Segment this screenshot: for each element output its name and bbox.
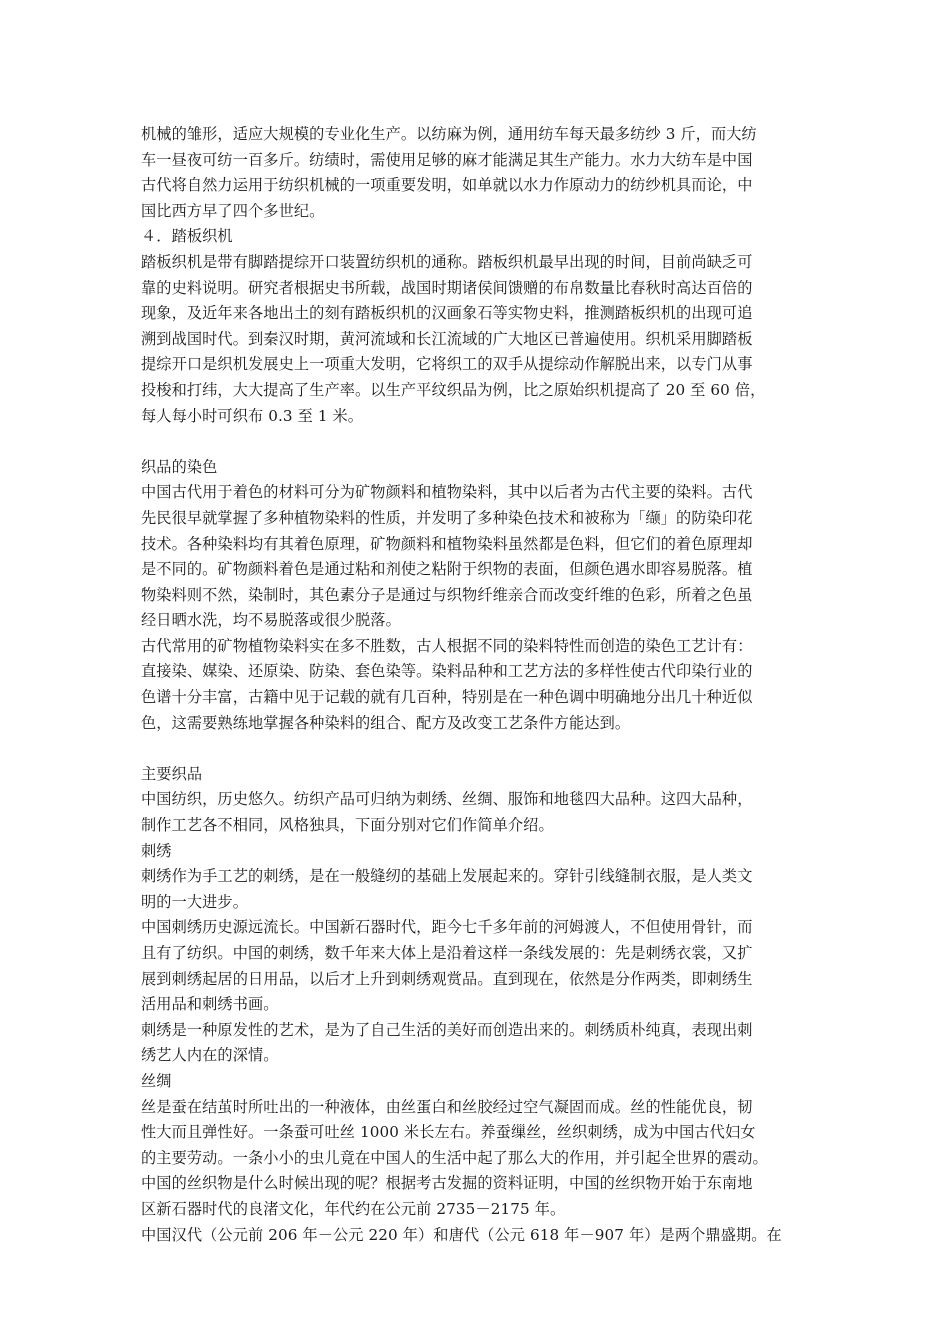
text-line: 是不同的。矿物颜料着色是通过粘和剂使之粘附于织物的表面，但颜色遇水即容易脱落。植	[141, 560, 753, 579]
text-line: 靠的史料说明。研究者根据史书所载，战国时期诸侯间馈赠的布帛数量比春秋时高达百倍的	[141, 278, 753, 297]
text-line: 投梭和打纬，大大提高了生产率。以生产平纹织品为例，比之原始织机提高了 20 至 60 倍，	[141, 380, 766, 399]
text-line: 区新石器时代的良渚文化，年代约在公元前 2735－2175 年。	[141, 1199, 566, 1218]
text-line: 车一昼夜可纺一百多斤。纺绩时，需使用足够的麻才能满足其生产能力。水力大纺车是中国	[141, 150, 753, 169]
section-heading: 织品的染色	[141, 457, 218, 476]
text-line: 明的一大进步。	[141, 892, 249, 911]
text-line: 丝是蚕在结茧时所吐出的一种液体，由丝蛋白和丝胶经过空气凝固而成。丝的性能优良，韧	[141, 1097, 753, 1116]
text-line: 活用品和刺绣书画。	[141, 995, 279, 1014]
section-heading: 丝绸	[141, 1071, 172, 1090]
text-line: 制作工艺各不相同，风格独具，下面分别对它们作简单介绍。	[141, 816, 554, 835]
text-line: 中国汉代（公元前 206 年－公元 220 年）和唐代（公元 618 年－907 年）是两个鼎盛期。在	[141, 1225, 782, 1244]
text-line: 绣艺人内在的深情。	[141, 1046, 279, 1065]
text-line: 且有了纺织。中国的刺绣，数千年来大体上是沿着这样一条线发展的：先是刺绣衣裳，又扩	[141, 944, 753, 962]
text-line: 每人每小时可织布 0.3 至 1 米。	[141, 406, 364, 425]
text-line: 现象，及近年来各地出土的刻有踏板织机的汉画象石等实物史料，推测踏板织机的出现可追	[141, 304, 753, 323]
text-line: 色，这需要熟练地掌握各种染料的组合、配方及改变工艺条件方能达到。	[141, 713, 631, 732]
document-body	[141, 122, 841, 1248]
text-line: 中国刺绣历史源远流长。中国新石器时代，距今七千多年前的河姆渡人，不但使用骨针，而	[141, 918, 753, 937]
blank-line	[141, 736, 841, 762]
text-line: 机械的雏形，适应大规模的专业化生产。以纺麻为例，通用纺车每天最多纺纱 3 斤，而大纺	[141, 125, 757, 143]
blank-line	[141, 429, 841, 455]
text-line: 色谱十分丰富，古籍中见于记载的就有几百种，特别是在一种色调中明确地分出几十种近似	[141, 688, 753, 707]
text-line: 先民很早就掌握了多种植物染料的性质，并发明了多种染色技术和被称为「缬」的防染印花	[141, 508, 753, 527]
text-line: 物染料则不然，染制时，其色素分子是通过与织物纤维亲合而改变纤维的色彩，所着之色虽	[141, 585, 753, 604]
section-heading: 刺绣	[141, 841, 172, 860]
text-line: 中国纺织，历史悠久。纺织产品可归纳为刺绣、丝绸、服饰和地毯四大品种。这四大品种，	[141, 790, 753, 809]
text-line: 溯到战国时代。到秦汉时期，黄河流域和长江流域的广大地区已普遍使用。织机采用脚踏板	[141, 329, 753, 348]
text-line: 中国古代用于着色的材料可分为矿物颜料和植物染料，其中以后者为古代主要的染料。古代	[141, 483, 753, 502]
text-line: 展到刺绣起居的日用品，以后才上升到刺绣观赏品。直到现在，依然是分作两类，即刺绣生	[141, 969, 753, 988]
text-line: 刺绣作为手工艺的刺绣，是在一般缝纫的基础上发展起来的。穿针引线缝制衣服，是人类文	[141, 867, 753, 886]
text-line: 技术。各种染料均有其着色原理，矿物颜料和植物染料虽然都是色料，但它们的着色原理却	[141, 534, 753, 553]
text-line: 踏板织机是带有脚踏提综开口装置纺织机的通称。踏板织机最早出现的时间，目前尚缺乏可	[141, 252, 753, 271]
text-line: 中国的丝织物是什么时候出现的呢？根据考古发掘的资料证明，中国的丝织物开始于东南地	[141, 1174, 753, 1193]
text-line: 性大而且弹性好。一条蚕可吐丝 1000 米长左右。养蚕缫丝，丝织刺绣，成为中国古代妇女	[141, 1123, 756, 1142]
text-line: 国比西方早了四个多世纪。	[141, 201, 325, 220]
text-line: 古代常用的矿物植物染料实在多不胜数，古人根据不同的染料特性而创造的染色工艺计有：	[141, 636, 753, 655]
section-heading: ４．踏板织机	[141, 227, 233, 246]
text-line: 刺绣是一种原发性的艺术，是为了自己生活的美好而创造出来的。刺绣质朴纯真，表现出刺	[141, 1020, 753, 1039]
text-line: 提综开口是织机发展史上一项重大发明，它将织工的双手从提综动作解脱出来，以专门从事	[141, 355, 753, 374]
text-line: 直接染、媒染、还原染、防染、套色染等。染料品种和工艺方法的多样性使古代印染行业的	[141, 662, 753, 681]
text-line: 的主要劳动。一条小小的虫儿竟在中国人的生活中起了那么大的作用，并引起全世界的震动。	[141, 1148, 768, 1167]
text-line: 经日晒水洗，均不易脱落或很少脱落。	[141, 611, 401, 630]
text-line: 古代将自然力运用于纺织机械的一项重要发明，如单就以水力作原动力的纺纱机具而论，中	[141, 176, 753, 195]
section-heading: 主要织品	[141, 764, 203, 783]
